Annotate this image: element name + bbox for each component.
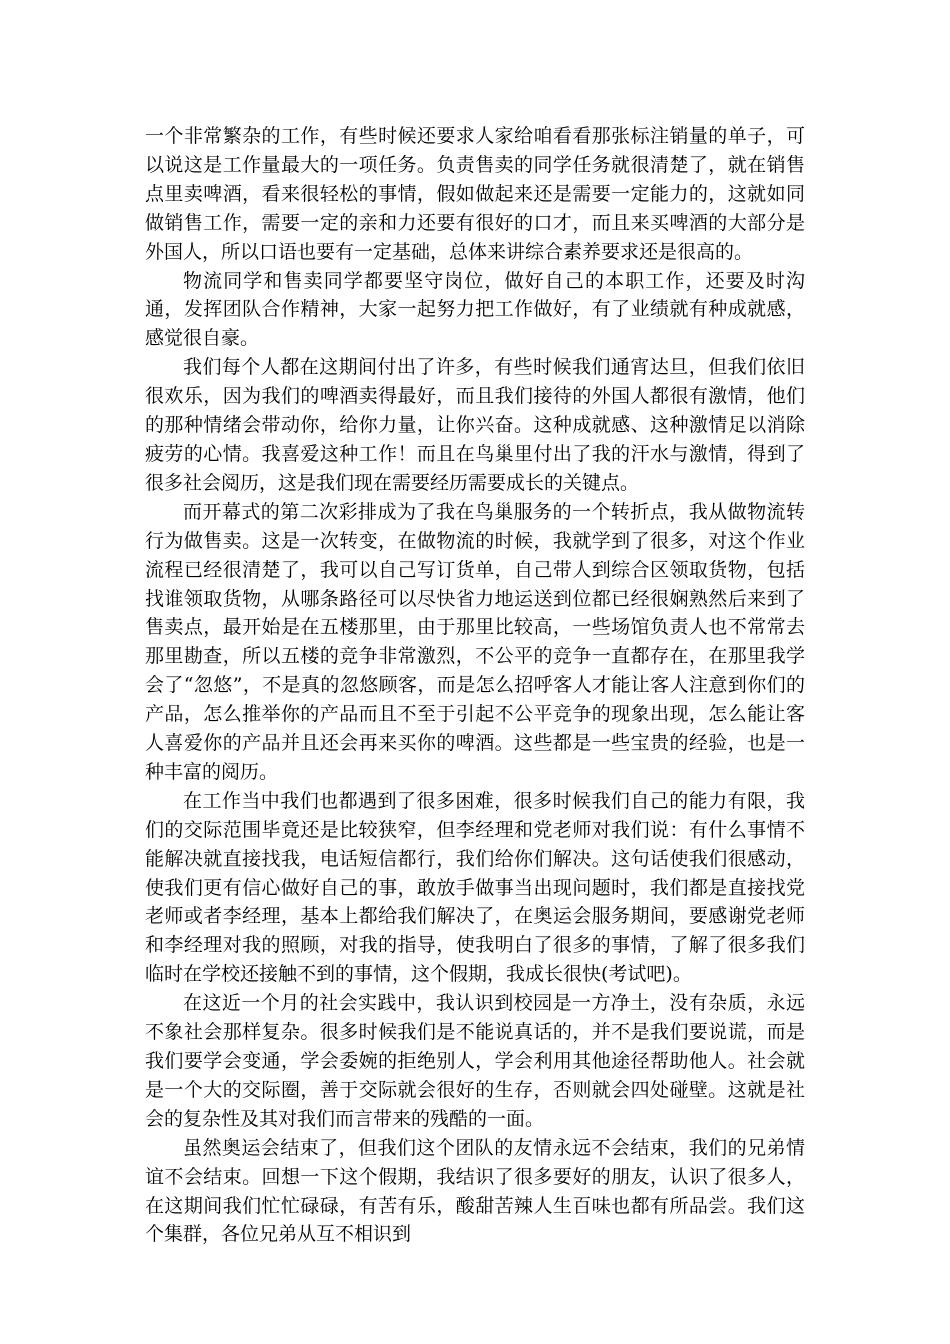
paragraph-7: 虽然奥运会结束了，但我们这个团队的友情永远不会结束，我们的兄弟情谊不会结束。回想一下这个假期，我结识了很多要好的朋友，认识了很多人，在这期间我们忙忙碌碌，有苦有乐，酸甜苦辣人生百味也都有所品尝。我们这个集群，各位兄弟从互不相识到 — [145, 1136, 805, 1246]
paragraph-1: 一个非常繁杂的工作，有些时候还要求人家给咱看看那张标注销量的单子，可以说这是工作量最大的一项任务。负责售卖的同学任务就很清楚了，就在销售点里卖啤酒，看来很轻松的事情，假如做起来还是需要一定能力的，这就如同做销售工作，需要一定的亲和力还要有很好的口才，而且来买啤酒的大部分是外国人，所以口语也要有一定基础，总体来讲综合素养要求还是很高的。 — [145, 125, 805, 263]
paragraph-3: 我们每个人都在这期间付出了许多，有些时候我们通宵达旦，但我们依旧很欢乐，因为我们的啤酒卖得最好，而且我们接待的外国人都很有激情，他们的那种情绪会带动你，给你力量，让你兴奋。这种成就感、这种激情足以消除疲劳的心情。我喜爱这种工作！而且在鸟巢里付出了我的汗水与激情，得到了很多社会阅历，这是我们现在需要经历需要成长的关键点。 — [145, 356, 805, 494]
document-page — [145, 122, 805, 1249]
paragraph-4: 而开幕式的第二次彩排成为了我在鸟巢服务的一个转折点，我从做物流转行为做售卖。这是一次转变，在做物流的时候，我就学到了很多，对这个作业流程已经很清楚了，我可以自己写订货单，自己带人到综合区领取货物，包括找谁领取货物，从哪条路径可以尽快省力地运送到位都已经很娴熟然后来到了售卖点，最开始是在五楼那里，由于那里比较高，一些场馆负责人也不常常去那里勘查，所以五楼的竞争非常激烈，不公平的竞争一直都存在，在那里我学会了“忽悠”，不是真的忽悠顾客，而是怎么招呼客人才能让客人注意到你们的产品，怎么推举你的产品而且不至于引起不公平竞争的现象出现，怎么能让客人喜爱你的产品并且还会再来买你的啤酒。这些都是一些宝贵的经验，也是一种丰富的阅历。 — [145, 500, 805, 783]
paragraph-5: 在工作当中我们也都遇到了很多困难，很多时候我们自己的能力有限，我们的交际范围毕竟还是比较狭窄，但李经理和党老师对我们说：有什么事情不能解决就直接找我，电话短信都行，我们给你们解决。这句话使我们很感动，使我们更有信心做好自己的事，敢放手做事当出现问题时，我们都是直接找党老师或者李经理，基本上都给我们解决了，在奥运会服务期间，要感谢党老师和李经理对我的照顾，对我的指导，使我明白了很多的事情，了解了很多我们临时在学校还接触不到的事情，这个假期，我成长很快(考试吧)。 — [145, 789, 805, 986]
paragraph-2: 物流同学和售卖同学都要坚守岗位，做好自己的本职工作，还要及时沟通，发挥团队合作精神，大家一起努力把工作做好，有了业绩就有种成就感，感觉很自豪。 — [145, 269, 805, 350]
paragraph-6: 在这近一个月的社会实践中，我认识到校园是一方净土，没有杂质，永远不象社会那样复杂。很多时候我们是不能说真话的，并不是我们要说谎，而是我们要学会变通，学会委婉的拒绝别人，学会利用其他途径帮助他人。社会就是一个大的交际圈，善于交际就会很好的生存，否则就会四处碰壁。这就是社会的复杂性及其对我们而言带来的残酷的一面。 — [145, 992, 805, 1130]
